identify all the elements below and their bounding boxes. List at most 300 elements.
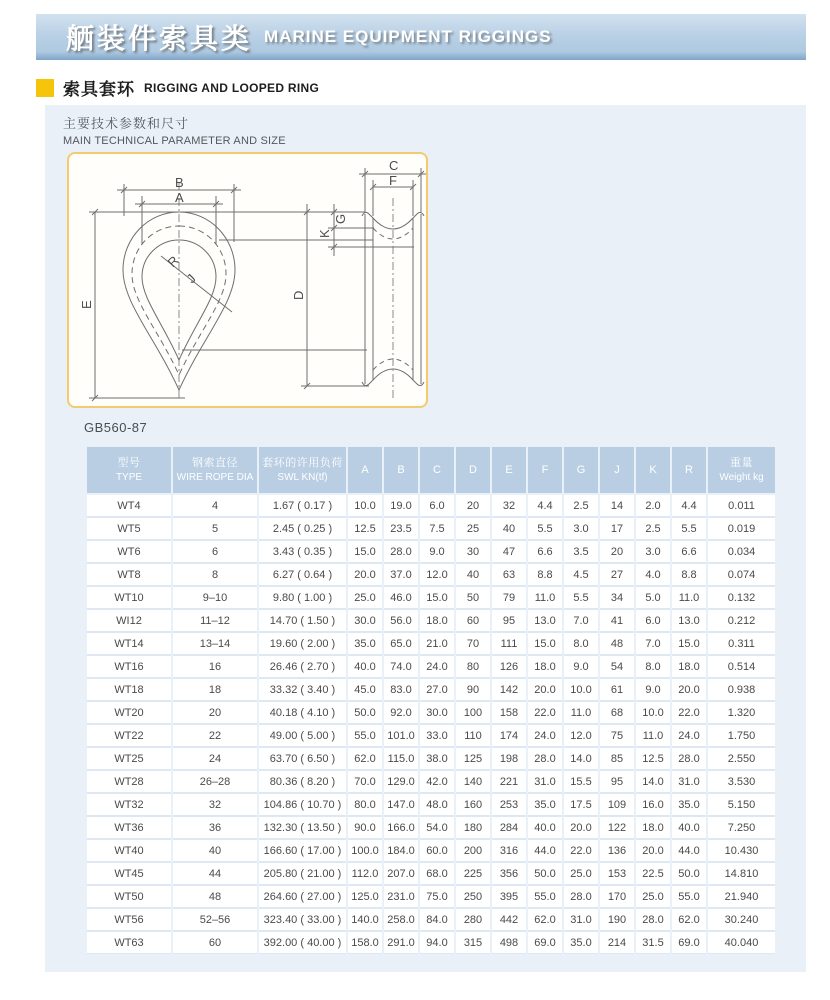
col-header-b: B xyxy=(383,446,419,494)
value-cell: 50.0 xyxy=(347,701,383,724)
value-cell: 48.0 xyxy=(419,793,455,816)
value-cell: 4.5 xyxy=(563,563,599,586)
value-cell: 6 xyxy=(172,540,258,563)
value-cell: 6.27 ( 0.64 ) xyxy=(258,563,347,586)
type-cell: WT10 xyxy=(86,586,172,609)
value-cell: 30.0 xyxy=(347,609,383,632)
value-cell: 90.0 xyxy=(347,816,383,839)
value-cell: 2.5 xyxy=(563,494,599,517)
value-cell: 69.0 xyxy=(671,931,707,954)
section-title-cn: 索具套环 xyxy=(63,80,135,99)
value-cell: 11.0 xyxy=(563,701,599,724)
value-cell: 62.0 xyxy=(347,747,383,770)
value-cell: 21.940 xyxy=(707,885,776,908)
value-cell: 9–10 xyxy=(172,586,258,609)
value-cell: 280 xyxy=(455,908,491,931)
value-cell: 0.938 xyxy=(707,678,776,701)
value-cell: 18.0 xyxy=(635,816,671,839)
value-cell: 68 xyxy=(599,701,635,724)
value-cell: 15.5 xyxy=(563,770,599,793)
table-header xyxy=(86,446,776,494)
value-cell: 6.0 xyxy=(635,609,671,632)
table-row xyxy=(86,609,776,632)
value-cell: 26.46 ( 2.70 ) xyxy=(258,655,347,678)
value-cell: 6.6 xyxy=(671,540,707,563)
value-cell: 15.0 xyxy=(419,586,455,609)
value-cell: 10.0 xyxy=(635,701,671,724)
value-cell: 8.8 xyxy=(527,563,563,586)
thimble-drawing xyxy=(69,154,426,406)
value-cell: 11.0 xyxy=(635,724,671,747)
value-cell: 166.0 xyxy=(383,816,419,839)
col-header-type xyxy=(86,446,172,494)
table-row xyxy=(86,586,776,609)
table-row xyxy=(86,678,776,701)
value-cell: 180 xyxy=(455,816,491,839)
value-cell: 8.0 xyxy=(563,632,599,655)
table-row xyxy=(86,724,776,747)
value-cell: 4.4 xyxy=(527,494,563,517)
value-cell: 44.0 xyxy=(671,839,707,862)
value-cell: 4 xyxy=(172,494,258,517)
value-cell: 25.0 xyxy=(563,862,599,885)
value-cell: 160 xyxy=(455,793,491,816)
section-title-en: RIGGING AND LOOPED RING xyxy=(144,80,320,95)
value-cell: 12.5 xyxy=(635,747,671,770)
value-cell: 65.0 xyxy=(383,632,419,655)
value-cell: 27.0 xyxy=(419,678,455,701)
table-row xyxy=(86,563,776,586)
value-cell: 15.0 xyxy=(347,540,383,563)
value-cell: 166.60 ( 17.00 ) xyxy=(258,839,347,862)
table-row xyxy=(86,908,776,931)
value-cell: 60 xyxy=(172,931,258,954)
dim-label-E: E xyxy=(79,300,94,309)
value-cell: 20.0 xyxy=(347,563,383,586)
value-cell: 62.0 xyxy=(527,908,563,931)
page-banner xyxy=(36,14,806,60)
value-cell: 8.0 xyxy=(635,655,671,678)
value-cell: 40.0 xyxy=(347,655,383,678)
value-cell: 11–12 xyxy=(172,609,258,632)
value-cell: 27 xyxy=(599,563,635,586)
value-cell: 31.0 xyxy=(671,770,707,793)
value-cell: 44 xyxy=(172,862,258,885)
table-row xyxy=(86,632,776,655)
value-cell: 100.0 xyxy=(347,839,383,862)
type-cell: WT36 xyxy=(86,816,172,839)
value-cell: 24.0 xyxy=(527,724,563,747)
value-cell: 40.18 ( 4.10 ) xyxy=(258,701,347,724)
value-cell: 68.0 xyxy=(419,862,455,885)
col-header-en: SWL KN(tf) xyxy=(277,471,328,483)
value-cell: 4.0 xyxy=(635,563,671,586)
value-cell: 28.0 xyxy=(383,540,419,563)
value-cell: 1.750 xyxy=(707,724,776,747)
value-cell: 0.212 xyxy=(707,609,776,632)
value-cell: 31.0 xyxy=(527,770,563,793)
value-cell: 2.550 xyxy=(707,747,776,770)
value-cell: 3.0 xyxy=(563,517,599,540)
value-cell: 356 xyxy=(491,862,527,885)
value-cell: 70 xyxy=(455,632,491,655)
value-cell: 100 xyxy=(455,701,491,724)
value-cell: 18.0 xyxy=(419,609,455,632)
type-cell: WT16 xyxy=(86,655,172,678)
value-cell: 250 xyxy=(455,885,491,908)
value-cell: 63 xyxy=(491,563,527,586)
type-cell: WT4 xyxy=(86,494,172,517)
dim-label-A: A xyxy=(175,190,184,205)
value-cell: 35.0 xyxy=(671,793,707,816)
col-header-f: F xyxy=(527,446,563,494)
type-cell: WT56 xyxy=(86,908,172,931)
value-cell: 40.0 xyxy=(671,816,707,839)
table-row xyxy=(86,862,776,885)
value-cell: 41 xyxy=(599,609,635,632)
value-cell: 22.0 xyxy=(563,839,599,862)
value-cell: 12.0 xyxy=(419,563,455,586)
value-cell: 10.430 xyxy=(707,839,776,862)
value-cell: 35.0 xyxy=(563,931,599,954)
value-cell: 34 xyxy=(599,586,635,609)
value-cell: 109 xyxy=(599,793,635,816)
value-cell: 14.0 xyxy=(563,747,599,770)
value-cell: 19.0 xyxy=(383,494,419,517)
value-cell: 5.0 xyxy=(635,586,671,609)
type-cell: WT20 xyxy=(86,701,172,724)
value-cell: 140.0 xyxy=(347,908,383,931)
table-row xyxy=(86,885,776,908)
value-cell: 158 xyxy=(491,701,527,724)
value-cell: 3.43 ( 0.35 ) xyxy=(258,540,347,563)
value-cell: 31.0 xyxy=(563,908,599,931)
banner-title-en: MARINE EQUIPMENT RIGGINGS xyxy=(264,27,552,46)
value-cell: 18.0 xyxy=(671,655,707,678)
type-cell: WT28 xyxy=(86,770,172,793)
col-header-cn: 套环的许用负荷 xyxy=(262,456,343,469)
col-header-j: J xyxy=(599,446,635,494)
type-cell: WT63 xyxy=(86,931,172,954)
value-cell: 125.0 xyxy=(347,885,383,908)
value-cell: 291.0 xyxy=(383,931,419,954)
table-row xyxy=(86,517,776,540)
value-cell: 0.074 xyxy=(707,563,776,586)
value-cell: 20 xyxy=(455,494,491,517)
dim-label-K: K xyxy=(317,229,332,238)
value-cell: 35.0 xyxy=(347,632,383,655)
value-cell: 28.0 xyxy=(563,885,599,908)
value-cell: 24 xyxy=(172,747,258,770)
value-cell: 316 xyxy=(491,839,527,862)
table-row xyxy=(86,816,776,839)
value-cell: 10.0 xyxy=(347,494,383,517)
value-cell: 17 xyxy=(599,517,635,540)
value-cell: 111 xyxy=(491,632,527,655)
value-cell: 170 xyxy=(599,885,635,908)
value-cell: 24.0 xyxy=(671,724,707,747)
value-cell: 122 xyxy=(599,816,635,839)
value-cell: 95 xyxy=(491,609,527,632)
yellow-square-bullet-icon xyxy=(36,79,54,97)
table-row xyxy=(86,793,776,816)
value-cell: 94.0 xyxy=(419,931,455,954)
value-cell: 35.0 xyxy=(527,793,563,816)
value-cell: 214 xyxy=(599,931,635,954)
value-cell: 3.530 xyxy=(707,770,776,793)
value-cell: 9.0 xyxy=(419,540,455,563)
value-cell: 14 xyxy=(599,494,635,517)
value-cell: 253 xyxy=(491,793,527,816)
value-cell: 1.67 ( 0.17 ) xyxy=(258,494,347,517)
parameters-caption-cn: 主要技术参数和尺寸 xyxy=(63,116,190,131)
value-cell: 47 xyxy=(491,540,527,563)
value-cell: 14.0 xyxy=(635,770,671,793)
table-row xyxy=(86,839,776,862)
table-row xyxy=(86,494,776,517)
dim-label-D: D xyxy=(291,290,306,300)
value-cell: 50.0 xyxy=(671,862,707,885)
value-cell: 395 xyxy=(491,885,527,908)
value-cell: 10.0 xyxy=(563,678,599,701)
value-cell: 79 xyxy=(491,586,527,609)
type-cell: WT6 xyxy=(86,540,172,563)
value-cell: 40.0 xyxy=(527,816,563,839)
value-cell: 45.0 xyxy=(347,678,383,701)
value-cell: 498 xyxy=(491,931,527,954)
value-cell: 55.0 xyxy=(527,885,563,908)
value-cell: 46.0 xyxy=(383,586,419,609)
value-cell: 284 xyxy=(491,816,527,839)
value-cell: 20.0 xyxy=(635,839,671,862)
col-header-swl-kn-tf- xyxy=(258,446,347,494)
value-cell: 22 xyxy=(172,724,258,747)
value-cell: 50.0 xyxy=(527,862,563,885)
type-cell: WT32 xyxy=(86,793,172,816)
table-row xyxy=(86,540,776,563)
value-cell: 37.0 xyxy=(383,563,419,586)
value-cell: 0.132 xyxy=(707,586,776,609)
value-cell: 23.5 xyxy=(383,517,419,540)
value-cell: 28.0 xyxy=(635,908,671,931)
value-cell: 8 xyxy=(172,563,258,586)
value-cell: 132.30 ( 13.50 ) xyxy=(258,816,347,839)
value-cell: 80 xyxy=(455,655,491,678)
value-cell: 95 xyxy=(599,770,635,793)
value-cell: 30.240 xyxy=(707,908,776,931)
parameters-table xyxy=(85,445,777,954)
value-cell: 25.0 xyxy=(347,586,383,609)
value-cell: 14.70 ( 1.50 ) xyxy=(258,609,347,632)
standard-code: GB560-87 xyxy=(84,420,148,435)
value-cell: 18 xyxy=(172,678,258,701)
type-cell: WT8 xyxy=(86,563,172,586)
col-header-en: WIRE ROPE DIA xyxy=(176,471,254,483)
value-cell: 54 xyxy=(599,655,635,678)
value-cell: 9.0 xyxy=(563,655,599,678)
value-cell: 30 xyxy=(455,540,491,563)
value-cell: 323.40 ( 33.00 ) xyxy=(258,908,347,931)
value-cell: 142 xyxy=(491,678,527,701)
col-header-weight-kg xyxy=(707,446,776,494)
value-cell: 90 xyxy=(455,678,491,701)
value-cell: 8.8 xyxy=(671,563,707,586)
parameters-caption-en: MAIN TECHNICAL PARAMETER AND SIZE xyxy=(63,135,286,147)
value-cell: 6.0 xyxy=(419,494,455,517)
value-cell: 7.5 xyxy=(419,517,455,540)
value-cell: 1.320 xyxy=(707,701,776,724)
col-header-cn: 钢索直径 xyxy=(192,456,238,469)
value-cell: 190 xyxy=(599,908,635,931)
value-cell: 129.0 xyxy=(383,770,419,793)
value-cell: 12.0 xyxy=(563,724,599,747)
value-cell: 125 xyxy=(455,747,491,770)
value-cell: 315 xyxy=(455,931,491,954)
type-cell: WT45 xyxy=(86,862,172,885)
content-panel xyxy=(45,105,806,972)
type-cell: WT5 xyxy=(86,517,172,540)
value-cell: 28.0 xyxy=(527,747,563,770)
value-cell: 126 xyxy=(491,655,527,678)
value-cell: 9.80 ( 1.00 ) xyxy=(258,586,347,609)
banner-title-cn: 舾装件索具类 xyxy=(66,23,253,54)
value-cell: 44.0 xyxy=(527,839,563,862)
value-cell: 5.5 xyxy=(563,586,599,609)
type-cell: WI12 xyxy=(86,609,172,632)
value-cell: 153 xyxy=(599,862,635,885)
value-cell: 3.5 xyxy=(563,540,599,563)
value-cell: 115.0 xyxy=(383,747,419,770)
value-cell: 62.0 xyxy=(671,908,707,931)
col-header-en: TYPE xyxy=(115,471,143,483)
value-cell: 158.0 xyxy=(347,931,383,954)
value-cell: 55.0 xyxy=(671,885,707,908)
value-cell: 32 xyxy=(491,494,527,517)
value-cell: 75.0 xyxy=(419,885,455,908)
value-cell: 74.0 xyxy=(383,655,419,678)
value-cell: 231.0 xyxy=(383,885,419,908)
value-cell: 20 xyxy=(599,540,635,563)
table-row xyxy=(86,747,776,770)
value-cell: 101.0 xyxy=(383,724,419,747)
value-cell: 85 xyxy=(599,747,635,770)
value-cell: 20.0 xyxy=(527,678,563,701)
dim-label-C: C xyxy=(389,158,399,173)
value-cell: 38.0 xyxy=(419,747,455,770)
value-cell: 0.514 xyxy=(707,655,776,678)
value-cell: 12.5 xyxy=(347,517,383,540)
value-cell: 61 xyxy=(599,678,635,701)
value-cell: 7.0 xyxy=(635,632,671,655)
value-cell: 40 xyxy=(491,517,527,540)
value-cell: 80.36 ( 8.20 ) xyxy=(258,770,347,793)
value-cell: 15.0 xyxy=(671,632,707,655)
col-header-en: Weight kg xyxy=(719,471,764,483)
value-cell: 32 xyxy=(172,793,258,816)
value-cell: 19.60 ( 2.00 ) xyxy=(258,632,347,655)
value-cell: 48 xyxy=(172,885,258,908)
value-cell: 18.0 xyxy=(527,655,563,678)
col-header-c: C xyxy=(419,446,455,494)
value-cell: 4.4 xyxy=(671,494,707,517)
dim-label-F: F xyxy=(389,173,397,188)
col-header-k: K xyxy=(635,446,671,494)
value-cell: 49.00 ( 5.00 ) xyxy=(258,724,347,747)
value-cell: 40 xyxy=(455,563,491,586)
value-cell: 200 xyxy=(455,839,491,862)
value-cell: 112.0 xyxy=(347,862,383,885)
value-cell: 84.0 xyxy=(419,908,455,931)
value-cell: 56.0 xyxy=(383,609,419,632)
table-row xyxy=(86,655,776,678)
value-cell: 60.0 xyxy=(419,839,455,862)
value-cell: 13.0 xyxy=(527,609,563,632)
value-cell: 15.0 xyxy=(527,632,563,655)
value-cell: 14.810 xyxy=(707,862,776,885)
value-cell: 48 xyxy=(599,632,635,655)
value-cell: 25.0 xyxy=(635,885,671,908)
value-cell: 0.034 xyxy=(707,540,776,563)
value-cell: 5.5 xyxy=(671,517,707,540)
value-cell: 24.0 xyxy=(419,655,455,678)
dim-label-J: J xyxy=(183,270,199,287)
col-header-e: E xyxy=(491,446,527,494)
type-cell: WT50 xyxy=(86,885,172,908)
value-cell: 0.019 xyxy=(707,517,776,540)
section-title xyxy=(36,75,319,100)
value-cell: 31.5 xyxy=(635,931,671,954)
value-cell: 0.011 xyxy=(707,494,776,517)
value-cell: 40.040 xyxy=(707,931,776,954)
value-cell: 198 xyxy=(491,747,527,770)
value-cell: 207.0 xyxy=(383,862,419,885)
type-cell: WT40 xyxy=(86,839,172,862)
value-cell: 63.70 ( 6.50 ) xyxy=(258,747,347,770)
value-cell: 7.250 xyxy=(707,816,776,839)
value-cell: 60 xyxy=(455,609,491,632)
value-cell: 22.0 xyxy=(527,701,563,724)
dim-label-G: G xyxy=(333,213,348,224)
table-row xyxy=(86,931,776,954)
value-cell: 30.0 xyxy=(419,701,455,724)
dim-label-B: B xyxy=(175,175,184,190)
parameters-table-wrap xyxy=(85,445,777,954)
table-row xyxy=(86,770,776,793)
value-cell: 83.0 xyxy=(383,678,419,701)
value-cell: 110 xyxy=(455,724,491,747)
col-header-cn: 型号 xyxy=(117,456,141,469)
value-cell: 92.0 xyxy=(383,701,419,724)
value-cell: 20 xyxy=(172,701,258,724)
col-header-wire-rope-dia xyxy=(172,446,258,494)
value-cell: 21.0 xyxy=(419,632,455,655)
value-cell: 147.0 xyxy=(383,793,419,816)
value-cell: 2.45 ( 0.25 ) xyxy=(258,517,347,540)
value-cell: 140 xyxy=(455,770,491,793)
value-cell: 221 xyxy=(491,770,527,793)
value-cell: 26–28 xyxy=(172,770,258,793)
value-cell: 5.150 xyxy=(707,793,776,816)
type-cell: WT14 xyxy=(86,632,172,655)
value-cell: 11.0 xyxy=(527,586,563,609)
value-cell: 3.0 xyxy=(635,540,671,563)
type-cell: WT25 xyxy=(86,747,172,770)
col-header-g: G xyxy=(563,446,599,494)
value-cell: 55.0 xyxy=(347,724,383,747)
value-cell: 174 xyxy=(491,724,527,747)
value-cell: 392.00 ( 40.00 ) xyxy=(258,931,347,954)
dim-label-R: R xyxy=(164,252,182,271)
